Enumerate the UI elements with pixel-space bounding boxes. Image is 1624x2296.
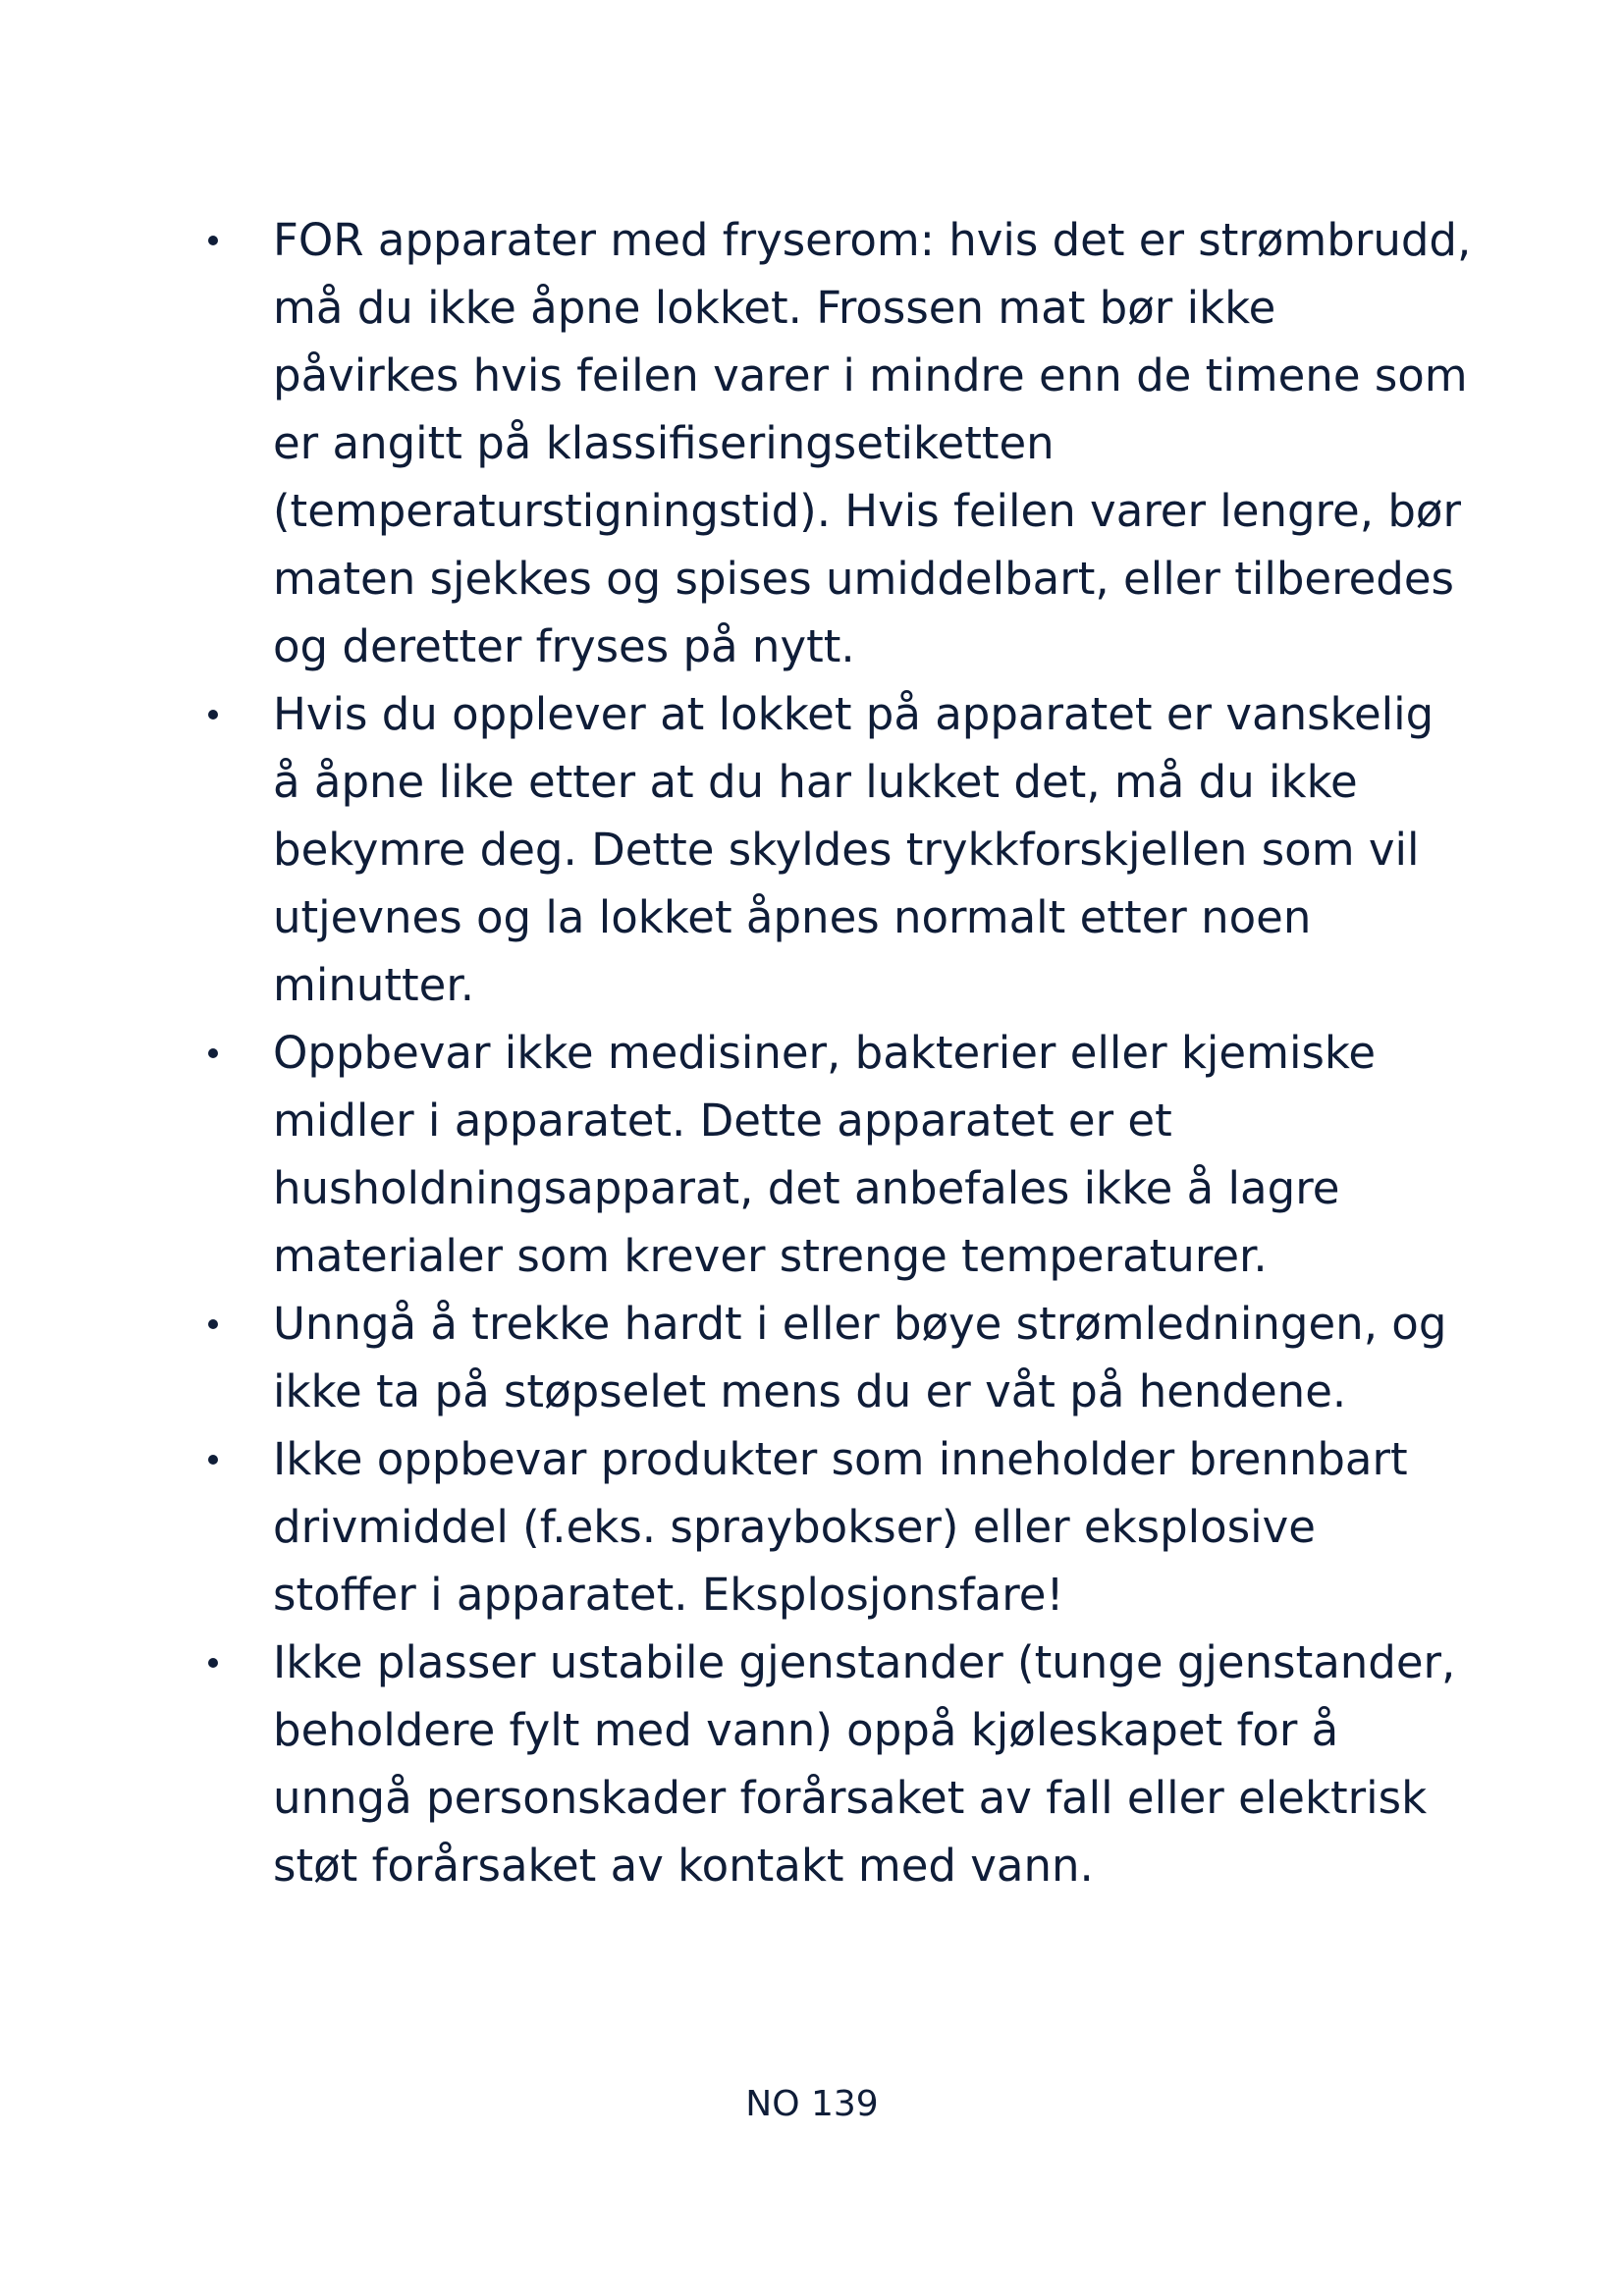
bullet-item xyxy=(196,1290,1473,1425)
safety-bullet-list xyxy=(196,206,1473,1899)
bullet-dot-icon xyxy=(208,1319,218,1329)
bullet-text: Oppbevar ikke medisiner, bakterier eller kjemiske midler i apparatet. Dette apparatet er et husholdningsapparat, det anbefales ikke å lagre materialer som krever strenge temperaturer. xyxy=(273,1027,1377,1282)
bullet-dot-icon xyxy=(208,710,218,720)
bullet-dot-icon xyxy=(208,1455,218,1465)
bullet-item xyxy=(196,1425,1473,1629)
bullet-text: Hvis du opplever at lokket på apparatet er vanskelig å åpne like etter at du har lukket det, må du ikke bekymre deg. Dette skyldes trykkforskjellen som vil utjevnes og la lokket åpnes normalt etter noen minutter. xyxy=(273,688,1435,1011)
bullet-text: Ikke plasser ustabile gjenstander (tunge gjenstander, beholdere fylt med vann) oppå kjøleskapet for å unngå personskader forårsaket av fall eller elektrisk støt forårsaket av kontakt med vann. xyxy=(273,1636,1456,1892)
bullet-text: FOR apparater med fryserom: hvis det er strømbrudd, må du ikke åpne lokket. Frossen mat bør ikke påvirkes hvis feilen varer i mindre enn de timene som er angitt på klassifiseringsetiketten (temperaturstigningstid). Hvis feilen varer lengre, bør maten sjekkes og spises umiddelbart, eller tilberedes og deretter fryses på nytt. xyxy=(273,214,1472,672)
bullet-dot-icon xyxy=(208,1658,218,1668)
bullet-dot-icon xyxy=(208,236,218,245)
bullet-item xyxy=(196,206,1473,680)
bullet-item xyxy=(196,1629,1473,1899)
bullet-item xyxy=(196,1019,1473,1290)
bullet-dot-icon xyxy=(208,1048,218,1058)
bullet-text: Unngå å trekke hardt i eller bøye strømledningen, og ikke ta på støpselet mens du er våt på hendene. xyxy=(273,1298,1447,1417)
page-number: NO 139 xyxy=(745,2084,879,2124)
bullet-item xyxy=(196,680,1473,1019)
bullet-text: Ikke oppbevar produkter som inneholder brennbart drivmiddel (f.eks. spraybokser) eller eksplosive stoffer i apparatet. Eksplosjonsfare! xyxy=(273,1433,1408,1621)
